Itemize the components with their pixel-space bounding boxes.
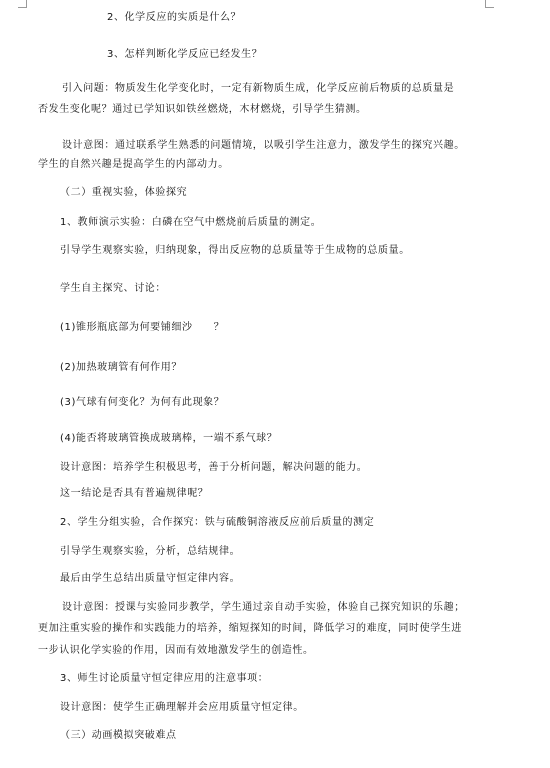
question-3-line: 3、怎样判断化学反应已经发生？ <box>107 49 263 60</box>
question-item-4: (4)能否将玻璃管换成玻璃棒，一端不系气球？ <box>60 433 278 444</box>
discussion-line: 3、师生讨论质量守恒定律应用的注意事项： <box>60 673 269 684</box>
summary-law-line: 最后由学生总结出质量守恒定律内容。 <box>60 573 241 584</box>
section-3-heading: （三）动画模拟突破难点 <box>60 730 177 741</box>
question-item-3: (3)气球有何变化？为何有此现象？ <box>60 397 225 408</box>
page-corner-mark-left <box>18 0 27 8</box>
intro-question-line-1: 引入问题：物质发生化学变化时，一定有新物质生成，化学反应前后物质的总质量是 <box>62 83 455 94</box>
question-2-line: 2、化学反应的实质是什么？ <box>107 12 242 23</box>
design-intent-line-3: 设计意图：培养学生积极思考，善于分析问题，解决问题的能力。 <box>60 462 368 473</box>
question-item-1: (1)锥形瓶底部为何要铺细沙 ？ <box>60 322 225 333</box>
section-2-heading: （二）重视实验，体验探究 <box>60 187 188 198</box>
design-intent-line-7: 设计意图：使学生正确理解并会应用质量守恒定律。 <box>60 702 304 713</box>
intro-question-line-2: 否发生变化呢？通过已学知识如铁丝燃烧，木材燃烧，引导学生猜测。 <box>38 104 367 115</box>
teacher-demo-line: 1、教师演示实验：白磷在空气中燃烧前后质量的测定。 <box>60 217 322 228</box>
design-intent-line-1: 设计意图：通过联系学生熟悉的问题情境，以吸引学生注意力，激发学生的探究兴趣。 <box>62 140 465 151</box>
question-item-2: (2)加热玻璃管有何作用？ <box>60 362 182 373</box>
page-corner-mark-right <box>485 0 494 8</box>
design-intent-line-2: 学生的自然兴趣是提高学生的内部动力。 <box>38 159 229 170</box>
group-experiment-line: 2、学生分组实验，合作探究：铁与硫酸铜溶液反应前后质量的测定 <box>60 517 375 528</box>
student-explore-line: 学生自主探究、讨论： <box>60 283 166 294</box>
observe-group-line: 引导学生观察实验，分析，总结规律。 <box>60 546 241 557</box>
observe-demo-line: 引导学生观察实验，归纳现象，得出反应物的总质量等于生成物的总质量。 <box>60 245 410 256</box>
design-intent-line-6: 一步认识化学实验的作用，因而有效地激发学生的创造性。 <box>38 645 314 656</box>
design-intent-line-5: 更加注重实验的操作和实践能力的培养，缩短探知的时间，降低学习的难度，同时使学生进 <box>38 623 462 634</box>
design-intent-line-4: 设计意图：授课与实验同步教学，学生通过亲自动手实验，体验自己探究知识的乐趣； <box>62 602 465 613</box>
conclusion-question-line: 这一结论是否具有普遍规律呢？ <box>60 488 209 499</box>
